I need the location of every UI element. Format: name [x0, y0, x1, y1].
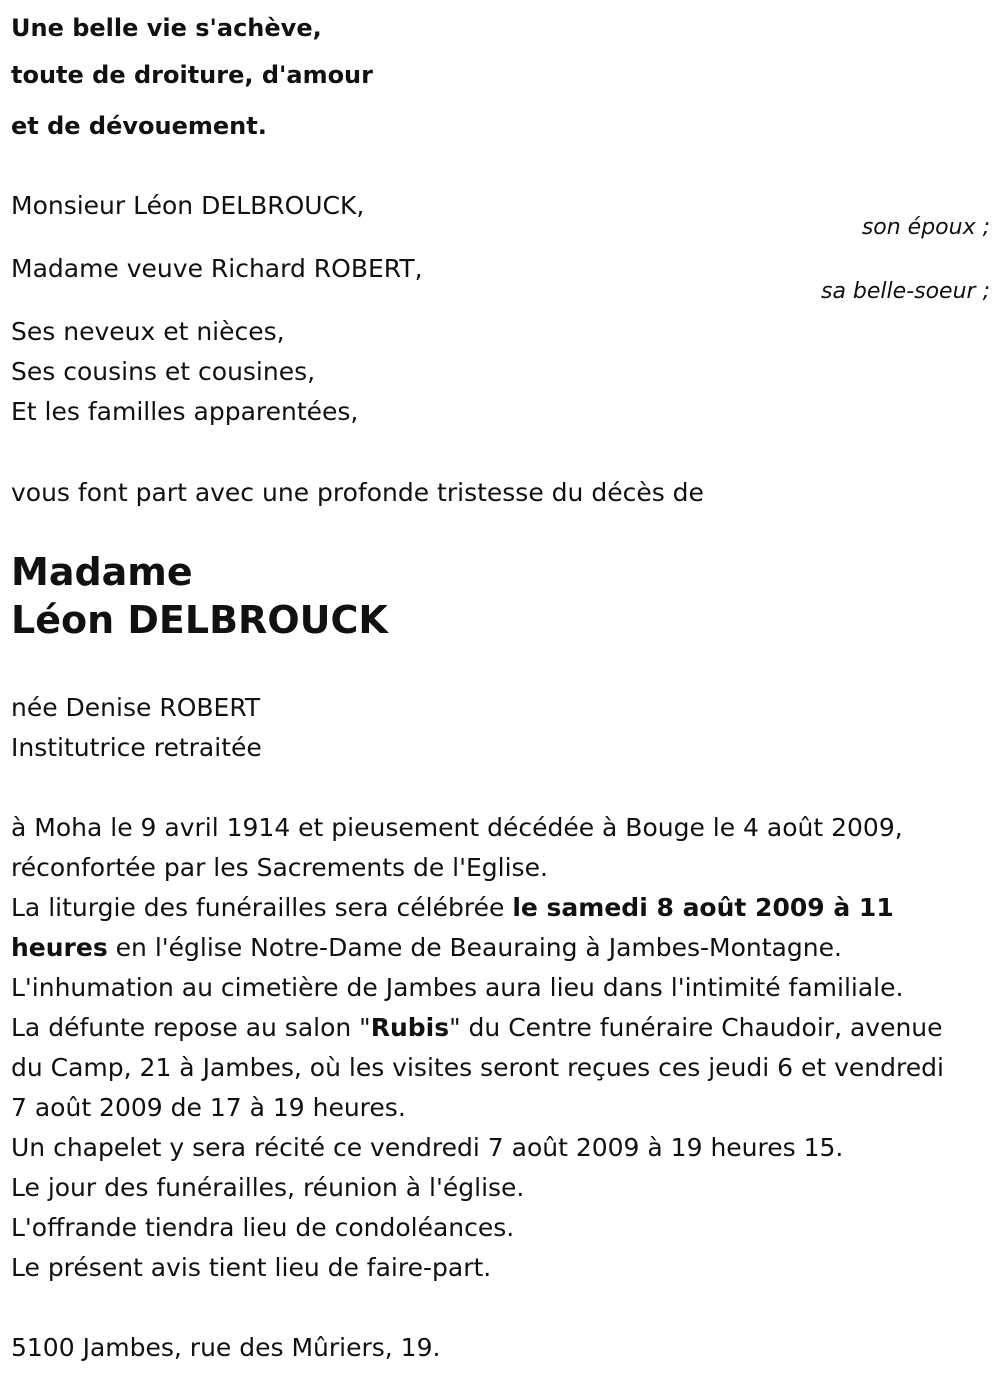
details-line-12: Le présent avis tient lieu de faire-part.	[11, 1253, 492, 1282]
details-line-11: L'offrande tiendra lieu de condoléances.	[11, 1213, 515, 1242]
salon-name: Rubis	[370, 1013, 450, 1042]
details-line-2: réconfortée par les Sacrements de l'Eglise.	[11, 853, 548, 882]
occupation: Institutrice retraitée	[11, 733, 262, 762]
funeral-date: le samedi 8 août 2009 à 11	[512, 893, 894, 922]
sister-in-law-relation: sa belle-soeur ;	[821, 279, 990, 304]
husband-name: Monsieur Léon DELBROUCK,	[11, 191, 365, 220]
details-line-6-post: " du Centre funéraire Chaudoir, avenue	[449, 1013, 943, 1042]
details-line-8: 7 août 2009 de 17 à 19 heures.	[11, 1093, 406, 1122]
deceased-title: Madame	[11, 550, 193, 594]
details-line-3	[11, 895, 894, 920]
details-line-4	[11, 935, 842, 960]
address: 5100 Jambes, rue des Mûriers, 19.	[11, 1333, 441, 1362]
family-relatives: Et les familles apparentées,	[11, 397, 359, 426]
epitaph-line-2: toute de droiture, d'amour	[11, 61, 373, 89]
sister-in-law-name: Madame veuve Richard ROBERT,	[11, 254, 423, 283]
epitaph-line-1: Une belle vie s'achève,	[11, 14, 322, 42]
announcement: vous font part avec une profonde tristesse du décès de	[11, 478, 704, 507]
details-line-10: Le jour des funérailles, réunion à l'église.	[11, 1173, 525, 1202]
details-line-1: à Moha le 9 avril 1914 et pieusement décédée à Bouge le 4 août 2009,	[11, 813, 903, 842]
husband-relation: son époux ;	[861, 215, 990, 240]
epitaph-line-3: et de dévouement.	[11, 112, 267, 140]
details-line-6	[11, 1015, 943, 1040]
details-line-9: Un chapelet y sera récité ce vendredi 7 août 2009 à 19 heures 15.	[11, 1133, 844, 1162]
maiden-name: née Denise ROBERT	[11, 693, 261, 722]
details-line-4-text: en l'église Notre-Dame de Beauraing à Jambes-Montagne.	[107, 933, 842, 962]
details-line-3-text: La liturgie des funérailles sera célébrée	[11, 893, 513, 922]
details-line-7: du Camp, 21 à Jambes, où les visites seront reçues ces jeudi 6 et vendredi	[11, 1053, 944, 1082]
details-line-6-pre: La défunte repose au salon "	[11, 1013, 371, 1042]
family-nephews: Ses neveux et nièces,	[11, 317, 285, 346]
details-line-5: L'inhumation au cimetière de Jambes aura lieu dans l'intimité familiale.	[11, 973, 904, 1002]
funeral-hour: heures	[11, 933, 108, 962]
deceased-name: Léon DELBROUCK	[11, 598, 388, 642]
family-cousins: Ses cousins et cousines,	[11, 357, 316, 386]
